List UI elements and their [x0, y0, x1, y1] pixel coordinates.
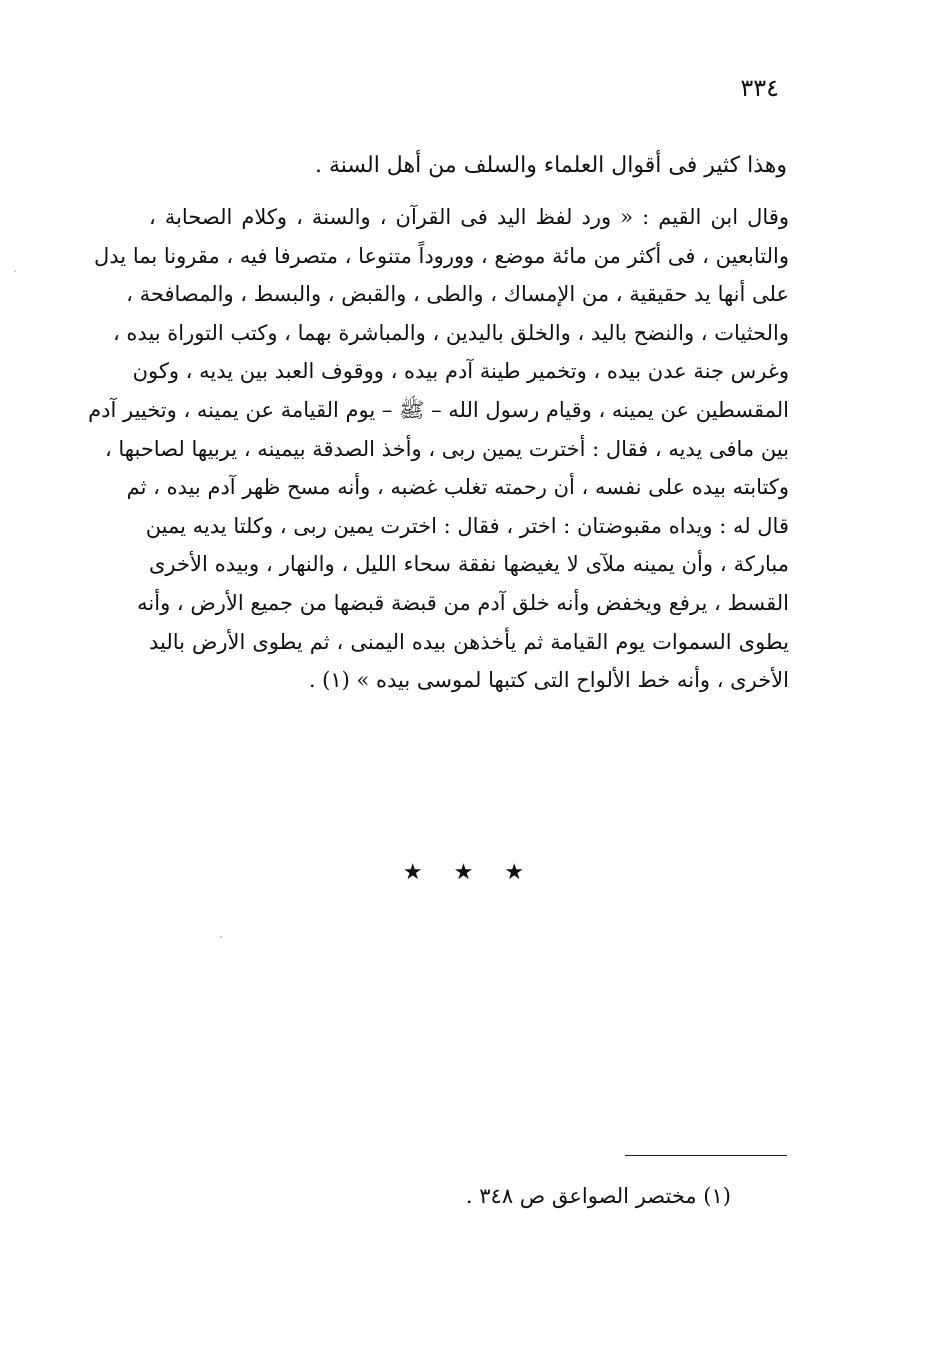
- quote-line: يطوى السموات يوم القيامة ثم يأخذهن بيده اليمنى ، ثم يطوى الأرض باليد: [149, 629, 789, 654]
- scan-speck: [14, 270, 16, 272]
- quote-paragraph: [88, 198, 789, 700]
- quote-line: وغرس جنة عدن بيده ، وتخمير طينة آدم بيده ، ووقوف العبد بين يديه ، وكون: [132, 359, 789, 384]
- section-separator: ★ ★ ★: [402, 860, 537, 885]
- quote-line: على أنها يد حقيقية ، من الإمساك ، والطى ، والقبض ، والبسط ، والمصافحة ،: [126, 282, 789, 307]
- quote-line: وقال ابن القيم : « ورد لفظ اليد فى القرآن ، والسنة ، وكلام الصحابة ،: [149, 205, 789, 229]
- quote-line: والحثيات ، والنضح باليد ، والخلق باليدين ، والمباشرة بهما ، وكتب التوراة بيده ،: [112, 320, 789, 345]
- quote-line: القسط ، يرفع ويخفض وأنه خلق آدم من قبضة قبضها من جميع الأرض ، وأنه: [137, 590, 789, 615]
- quote-line-last: الأخرى ، وأنه خط الألواح التى كتبها لموسى بيده » (١) .: [308, 668, 789, 693]
- footnote: (١) مختصر الصواعق ص ٣٤٨ .: [465, 1184, 731, 1208]
- quote-line: وكتابته بيده على نفسه ، أن رحمته تغلب غضبه ، وأنه مسح ظهر آدم بيده ، ثم: [126, 475, 789, 500]
- intro-line: وهذا كثير فى أقوال العلماء والسلف من أهل السنة .: [314, 153, 787, 178]
- scan-speck: [220, 936, 222, 938]
- quote-line: قال له : ويداه مقبوضتان : اختر ، فقال : اخترت يمين ربى ، وكلتا يديه يمين: [145, 513, 789, 538]
- quote-line: مباركة ، وأن يمينه ملآى لا يغيضها نفقة سحاء الليل ، والنهار ، وبيده الأخرى: [149, 552, 789, 577]
- quote-line: بين مافى يديه ، فقال : أخترت يمين ربى ، وأخذ الصدقة بيمينه ، يربيها لصاحبها ،: [104, 436, 789, 461]
- quote-line: والتابعين ، فى أكثر من مائة موضع ، ووروداً متنوعا ، متصرفا فيه ، مقرونا بما يدل: [94, 243, 789, 268]
- quote-line: المقسطين عن يمينه ، وقيام رسول الله – ﷺ – يوم القيامة عن يمينه ، وتخيير آدم: [88, 397, 789, 422]
- page-number: ٣٣٤: [740, 74, 779, 102]
- footnote-rule: [625, 1155, 787, 1156]
